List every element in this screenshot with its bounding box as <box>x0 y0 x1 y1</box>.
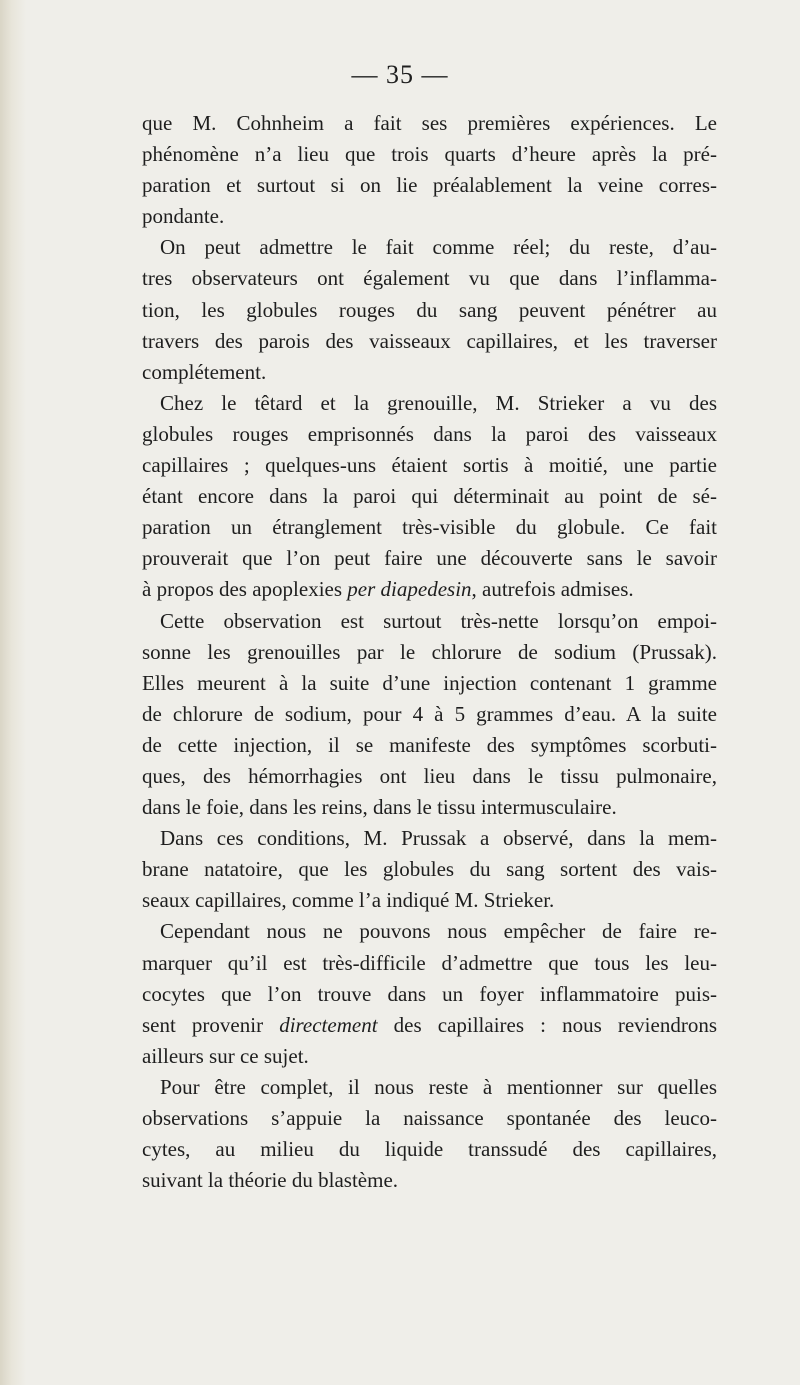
text-line: globules rouges emprisonnés dans la paroi des vaisseaux <box>142 421 717 446</box>
italic-term: directement <box>279 1012 378 1037</box>
text-line: étant encore dans la paroi qui déterminait au point de sé- <box>142 484 717 509</box>
text-line: Pour être complet, il nous reste à mentionner sur quelles <box>160 1074 717 1099</box>
text-line: phénomène n’a lieu que trois quarts d’heure après la pré- <box>142 142 717 167</box>
text-line: Cependant nous ne pouvons nous empêcher de faire re- <box>160 919 717 944</box>
text-line: Chez le têtard et la grenouille, M. Strieker a vu des <box>160 390 717 415</box>
text-line: paration un étranglement très-visible du globule. Ce fait <box>142 515 717 540</box>
text-line: seaux capillaires, comme l’a indiqué M. Strieker. <box>142 888 555 913</box>
text-run: , autrefois admises. <box>471 577 634 602</box>
text-line: travers des parois des vaisseaux capillaires, et les traverser <box>142 328 717 353</box>
text-line: sonne les grenouilles par le chlorure de sodium (Prussak). <box>142 639 717 664</box>
italic-term: per diapedesin <box>347 577 472 602</box>
text-line: capillaires ; quelques-uns étaient sortis à moitié, une partie <box>142 453 717 478</box>
text-line: ques, des hémorrhagies ont lieu dans le tissu pulmonaire, <box>142 763 717 788</box>
text-line: cytes, au milieu du liquide transsudé des capillaires, <box>142 1137 717 1162</box>
text-line: de cette injection, il se manifeste des symptômes scorbuti- <box>142 732 717 757</box>
text-line: suivant la théorie du blastème. <box>142 1168 399 1193</box>
body-text <box>142 108 717 1196</box>
text-line: cocytes que l’on trouve dans un foyer inflammatoire puis- <box>142 981 717 1006</box>
text-line: observations s’appuie la naissance spontanée des leuco- <box>142 1106 717 1130</box>
text-line: tres observateurs ont également vu que dans l’inflamma- <box>142 266 717 291</box>
text-line: prouverait que l’on peut faire une découverte sans le savoir <box>142 546 717 571</box>
text-run: sent provenir <box>142 1012 280 1037</box>
text-line: tion, les globules rouges du sang peuvent pénétrer au <box>142 297 717 322</box>
text-line: ailleurs sur ce sujet. <box>142 1043 309 1068</box>
page-number: — 35 — <box>351 60 449 89</box>
text-line: Elles meurent à la suite d’une injection contenant 1 gramme <box>142 670 717 695</box>
text-line: de chlorure de sodium, pour 4 à 5 grammes d’eau. A la suite <box>142 701 717 726</box>
text-line: dans le foie, dans les reins, dans le tissu intermusculaire. <box>142 795 617 820</box>
text-run: des capillaires : nous reviendrons <box>377 1012 717 1037</box>
text-line-with-italic <box>142 574 717 605</box>
text-line: paration et surtout si on lie préalablement la veine corres- <box>142 173 717 198</box>
text-line: On peut admettre le fait comme réel; du reste, d’au- <box>160 235 717 260</box>
text-line: Cette observation est surtout très-nette lorsqu’on empoi- <box>160 608 717 633</box>
text-run: à propos des apoplexies <box>142 577 348 602</box>
text-line: complétement. <box>142 359 267 384</box>
text-line: marquer qu’il est très-difficile d’admettre que tous les leu- <box>142 950 717 975</box>
text-line: Dans ces conditions, M. Prussak a observé, dans la mem- <box>160 826 717 851</box>
text-line-with-italic <box>142 1010 717 1041</box>
text-line: brane natatoire, que les globules du sang sortent des vais- <box>142 857 717 882</box>
text-line: pondante. <box>142 204 225 229</box>
text-line: que M. Cohnheim a fait ses premières expériences. Le <box>142 111 717 135</box>
